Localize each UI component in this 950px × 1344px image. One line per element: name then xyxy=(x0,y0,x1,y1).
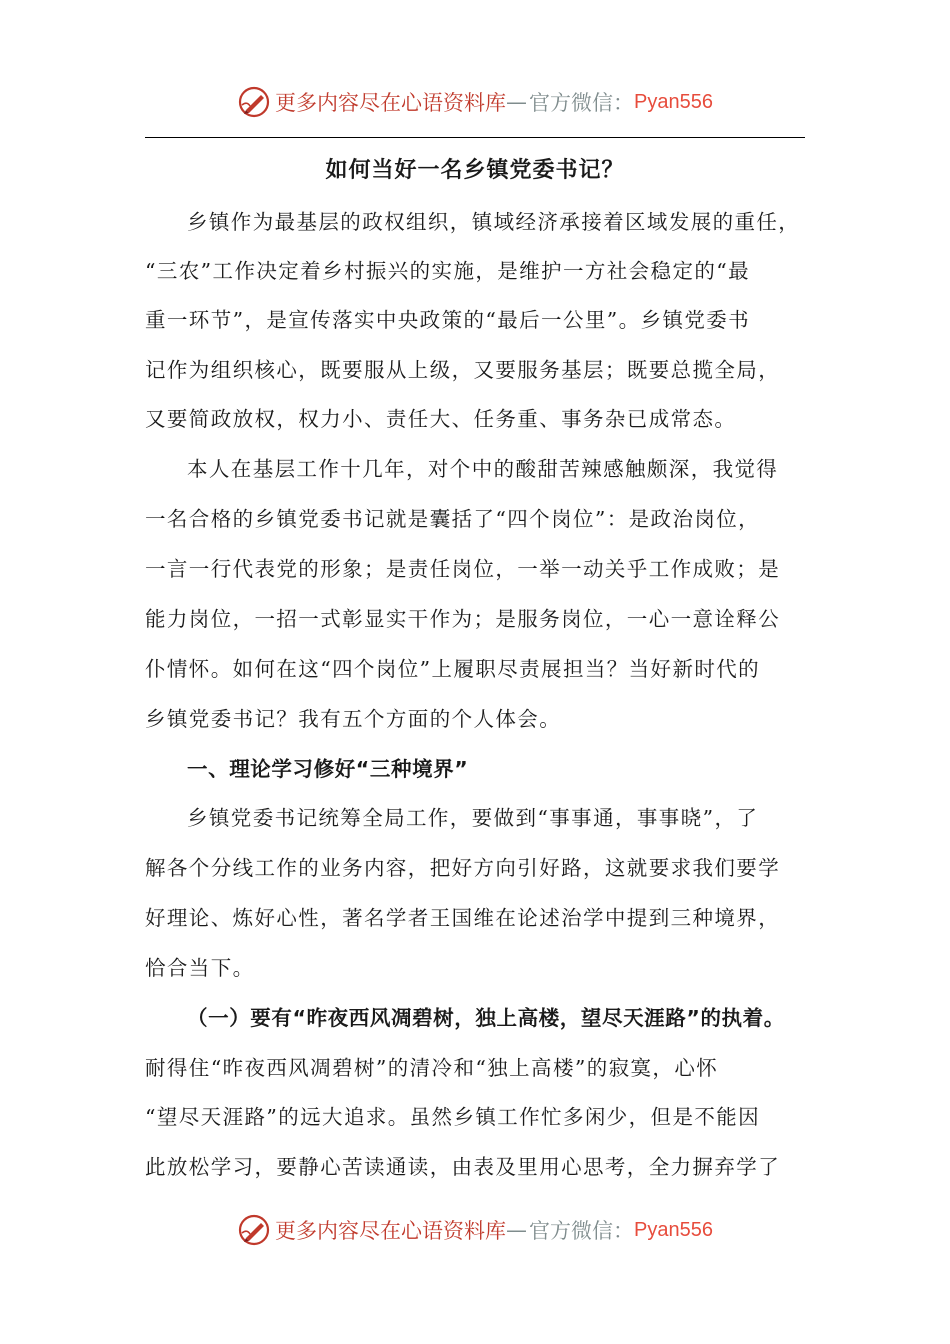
paragraph-line: 乡镇党委书记？我有五个方面的个人体会。 xyxy=(145,707,562,731)
paragraph-line: 能力岗位，一招一式彰显实干作为；是服务岗位，一心一意诠释公 xyxy=(145,607,781,631)
subsection-heading: （一）要有“昨夜西风凋碧树，独上高楼，望尽天涯路”的执着。 xyxy=(187,1006,785,1030)
banner-dash: — xyxy=(506,90,528,114)
paragraph-line: 本人在基层工作十几年，对个中的酸甜苦辣感触颇深，我觉得 xyxy=(187,457,779,481)
banner-text: 更多内容尽在心语资料库 xyxy=(275,1219,507,1243)
pen-logo-icon xyxy=(237,1213,271,1247)
paragraph-line: 重一环节”，是宣传落实中央政策的“最后一公里”。乡镇党委书 xyxy=(145,308,751,332)
header-watermark-banner xyxy=(0,80,950,124)
paragraph-line: 恰合当下。 xyxy=(145,956,255,980)
paragraph-line: 好理论、炼好心性，著名学者王国维在论述治学中提到三种境界， xyxy=(145,906,781,930)
document-title: 如何当好一名乡镇党委书记？ xyxy=(325,158,625,183)
paragraph-line: 解各个分线工作的业务内容，把好方向引好路，这就要求我们要学 xyxy=(145,856,781,880)
footer-watermark-banner xyxy=(0,1208,950,1252)
paragraph-line: 乡镇党委书记统筹全局工作，要做到“事事通，事事晓”，了 xyxy=(187,806,759,830)
paragraph-line: 乡镇作为最基层的政权组织，镇域经济承接着区域发展的重任， xyxy=(187,210,801,234)
banner-wechat-label: 官方微信： xyxy=(529,1219,635,1243)
paragraph-line: “望尽天涯路”的远大追求。虽然乡镇工作忙多闲少，但是不能因 xyxy=(145,1105,761,1129)
paragraph-line: 记作为组织核心，既要服从上级，又要服务基层；既要总揽全局， xyxy=(145,358,781,382)
paragraph-line: 又要简政放权，权力小、责任大、任务重、事务杂已成常态。 xyxy=(145,407,737,431)
banner-dash: — xyxy=(506,1218,528,1242)
section-heading: 一、理论学习修好“三种境界” xyxy=(187,757,469,781)
pen-logo-icon xyxy=(237,85,271,119)
paragraph-line: “三农”工作决定着乡村振兴的实施，是维护一方社会稳定的“最 xyxy=(145,259,751,283)
paragraph-line: 一言一行代表党的形象；是责任岗位，一举一动关乎工作成败；是 xyxy=(145,557,781,581)
header-divider xyxy=(145,137,805,138)
paragraph-line: 仆情怀。如何在这“四个岗位”上履职尽责展担当？当好新时代的 xyxy=(145,657,761,681)
paragraph-line: 耐得住“昨夜西风凋碧树”的清冷和“独上高楼”的寂寞，心怀 xyxy=(145,1056,719,1080)
banner-wechat-id: Pyan556 xyxy=(634,1218,713,1241)
banner-wechat-label: 官方微信： xyxy=(529,91,635,115)
banner-wechat-id: Pyan556 xyxy=(634,90,713,113)
banner-text: 更多内容尽在心语资料库 xyxy=(275,91,507,115)
paragraph-line: 此放松学习，要静心苦读通读，由表及里用心思考，全力摒弃学了 xyxy=(145,1155,781,1179)
paragraph-line: 一名合格的乡镇党委书记就是囊括了“四个岗位”：是政治岗位， xyxy=(145,507,761,531)
